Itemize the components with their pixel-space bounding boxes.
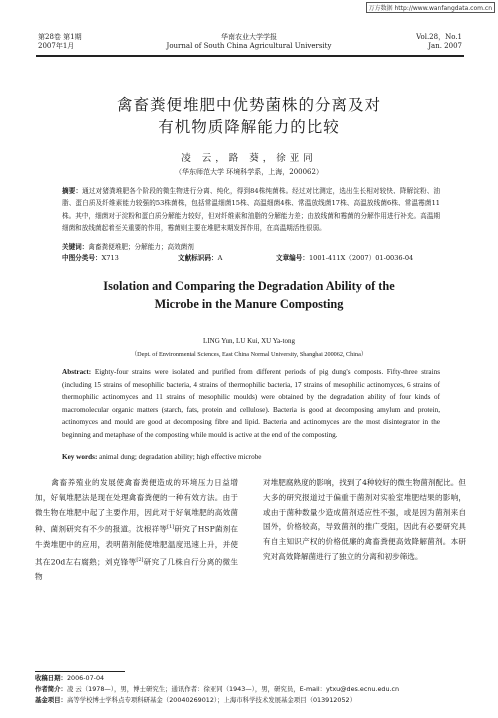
abstract-en-text: Eighty-four strains were isolated and purified from different periods of pig dung's composts. Fifty-three strains (including 15 strains of mesophilic bacteria, 4 strains of thermophilic bacteria, 17 strains of mesophilic actinomyces, 6 strains of thermophilic actinomyces and 11 strains of mesophilic moulds) were obtained by the degradation ability of four kinds of macromolecular organic matters (starch, fats, protein and cellulose). Bacteria is good at decomposing amylum and protein, actinomyces and mould are good at decomposing fibre and lipid. Bacteria and actinomyces are the most disintegrator in the beginning and metaphase of the composting while mould is active at the end of the composting. [62,368,440,439]
authors-en: LING Yun, LU Kui, XU Ya-tong [203,337,295,345]
paper-title-cn [0,94,498,138]
publication-date-en: Jan. 2007 [428,42,462,50]
watermark-badge: 万方数据 http://www.wanfangdata.com.cn [366,2,495,13]
authors-cn: 凌 云，路 葵，徐亚同 [181,153,317,164]
affiliation-cn: （华东师范大学 环境科学系，上海，200062） [175,168,323,176]
header-right [416,33,462,51]
keywords-en-text: animal dung; degradation ability; high effective microbe [99,453,262,461]
volume-issue-en: Vol.28，No.1 [416,33,462,41]
citation-ref[interactable]: [1] [167,524,175,531]
paper-title-en [0,277,498,313]
title-cn-line1: 禽畜粪便堆肥中优势菌株的分离及对 [116,96,381,114]
abstract-en [62,366,440,442]
document-code: 文献标识码：A [178,254,223,262]
title-en-line2: Microbe in the Manure Composting [154,297,344,311]
abstract-cn [62,185,440,234]
keywords-en [62,452,442,462]
citation-ref[interactable]: [2] [136,556,144,563]
volume-issue: 第28卷 第1期 [38,33,82,41]
keywords-en-label: Key words: [62,453,98,461]
keywords-cn-label: 关键词： [62,243,89,251]
abstract-cn-label: 摘要： [62,187,83,195]
journal-name-cn: 华南农业大学学报 [221,33,277,41]
abstract-en-label: Abstract: [62,368,92,376]
body-column-right: 对堆肥腐熟度的影响，找到了4种较好的微生物菌剂配比。但大多的研究报道过于偏重于菌剂对实验室堆肥结果的影响，或由于菌种数量少造成菌剂适应性不强，或是因为菌剂来自国外，价格较高，导致菌剂的推广受阻，因此有必要研究具有自主知识产权的价格低廉的禽畜粪便高效降解菌剂。本研究对高效降解菌进行了独立的分离和初步筛选。 [263,478,466,561]
journal-name-en: Journal of South China Agricultural University [166,42,332,50]
abstract-cn-text: 通过对猪粪堆肥各个阶段的微生物进行分离、纯化，得到84株纯菌株。经过对比测定，选出生长相对较快、降解淀粉、油脂、蛋白质及纤维素能力较强的53株菌株，包括常温细菌15株、高温细菌4株、常温放线菌17株、高温放线菌6株、常温霉菌11株。其中，细菌对于淀粉和蛋白质分解能力较好，但对纤维素和油脂的分解能力差；由放线菌和霉菌的分解作用进行补充。高温期细菌和放线菌起着至关重要的作用，霉菌则主要在堆肥末期发挥作用，在高温期活性很弱。 [62,187,441,232]
body-column-left: 禽畜养殖业的发展使禽畜粪便造成的环境压力日益增加，好氧堆肥法是现在处理禽畜粪便的一种有效方法。由于微生物在堆肥中起了主要作用，因此对于好氧堆肥的高效菌种、菌剂研究有不少的报道。沈根祥等[1]研究了HSP菌剂在牛粪堆肥中的应用，表明菌剂能使堆肥温度迅速上升，并使其在20d左右腐熟；刘克锋等[2]研究了几株自行分离的微生物 [35,478,239,581]
affiliation-en: （Dept. of Environmental Sciences, East China Normal University, Shanghai 200062, China） [130,351,368,358]
footnote-fund: 基金项目：高等学校博士学科点专项科研基金（20040269012）；上海市科学技术发展基金项目（013912052） [35,696,356,704]
title-en-line1: Isolation and Comparing the Degradation Ability of the [103,279,395,293]
footnote-received: 收稿日期：2006-07-04 [35,674,105,682]
footnote-author: 作者简介：凌 云（1978—），男，博士研究生；通讯作者：徐亚同（1943—），男，研究员，E-mail：ytxu@des.ecnu.edu.cn [35,685,400,693]
footnote-rule [35,671,125,672]
keywords-cn-text: 禽畜粪便堆肥；分解能力；高效菌剂 [88,243,194,251]
publication-date: 2007年1月 [38,42,75,50]
clc-code: 中图分类号：X713 [62,254,119,262]
classification-line [62,253,482,263]
header-rule [36,55,464,57]
title-cn-line2: 有机物质降解能力的比较 [158,118,340,136]
keywords-cn [62,242,440,252]
article-number: 文章编号：1001-411X（2007）01-0036-04 [276,254,414,262]
